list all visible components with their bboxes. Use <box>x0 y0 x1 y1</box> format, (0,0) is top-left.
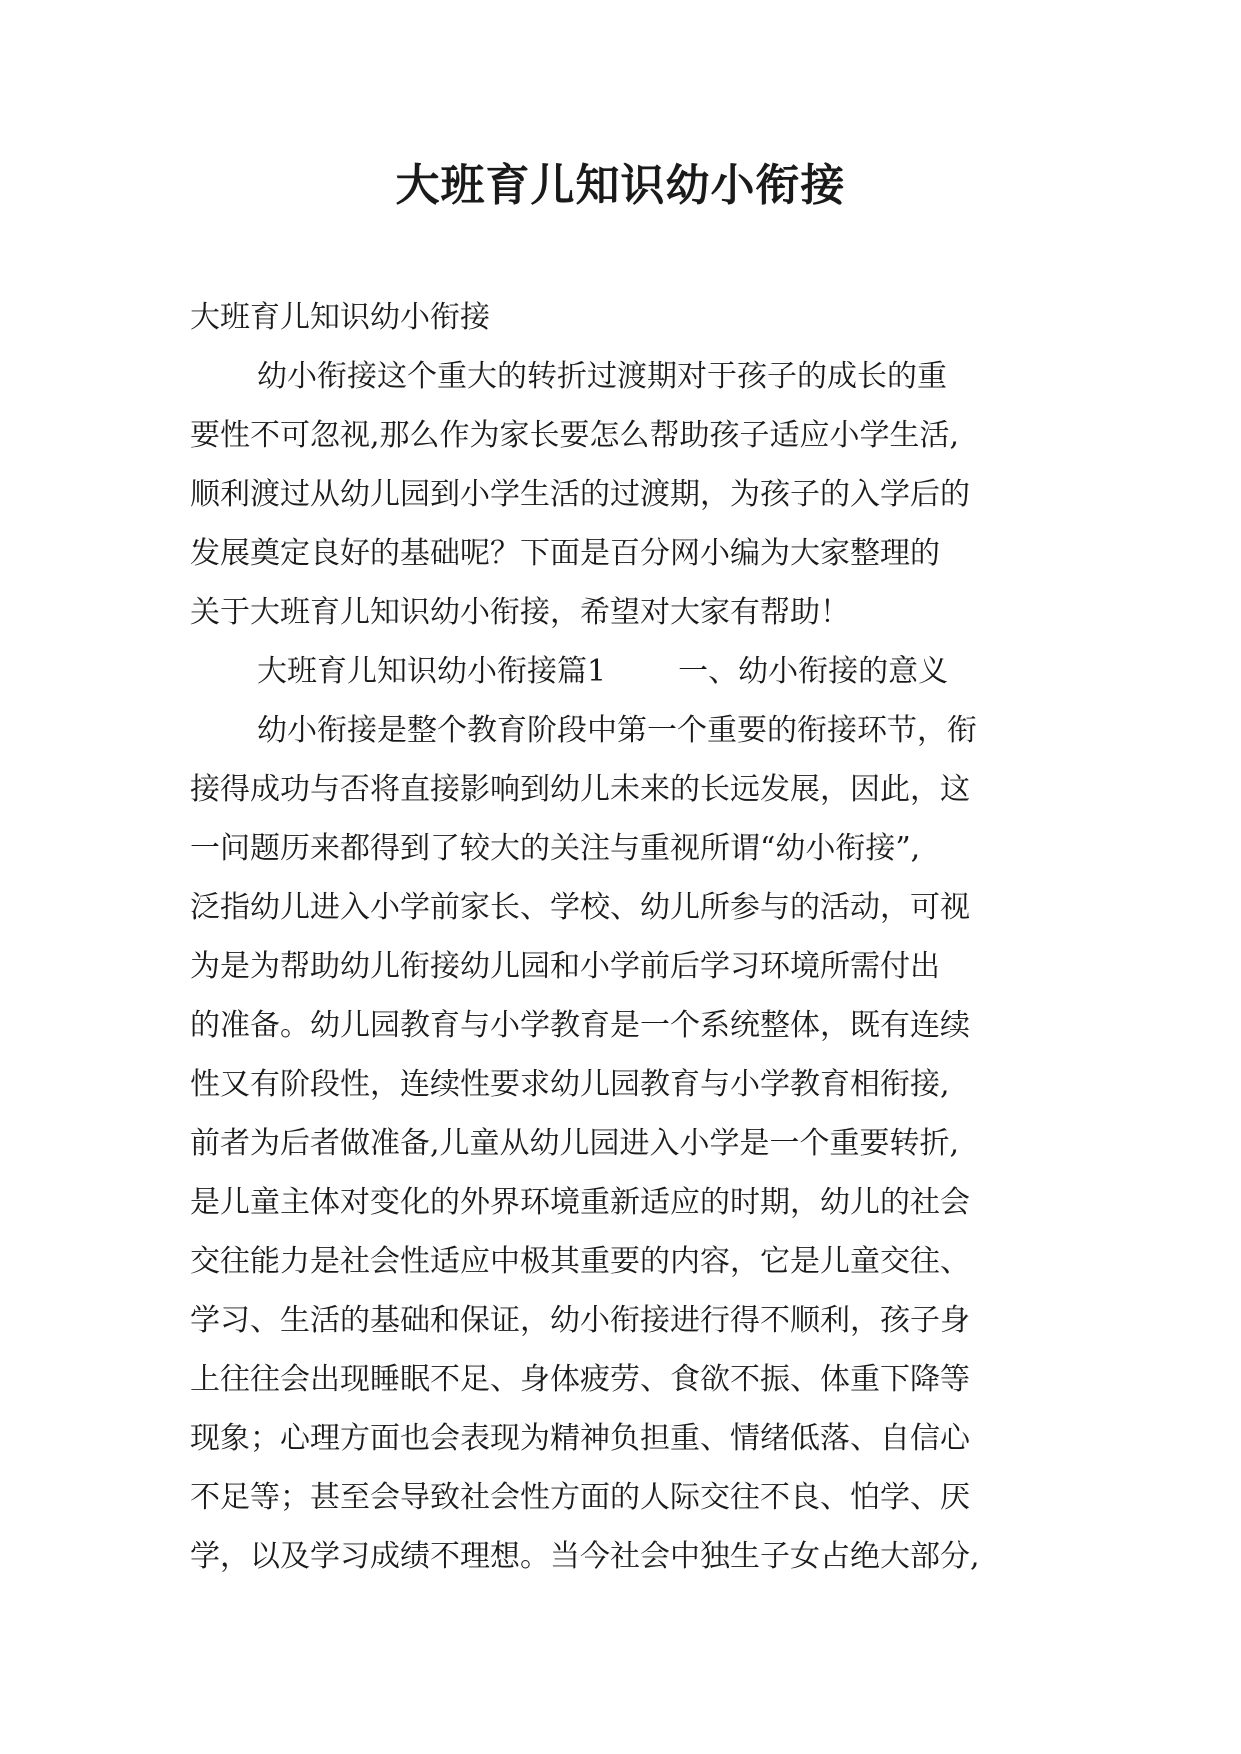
section-heading-line <box>190 642 1070 701</box>
paragraph-line: 幼小衔接这个重大的转折过渡期对于孩子的成长的重 <box>257 359 947 394</box>
paragraph-line: 性又有阶段性，连续性要求幼儿园教育与小学教育相衔接, <box>190 1067 950 1102</box>
paragraph-line: 要性不可忽视,那么作为家长要怎么帮助孩子适应小学生活, <box>190 418 960 453</box>
document-title: 大班育儿知识幼小衔接 <box>395 160 846 211</box>
document-body <box>190 288 1070 1586</box>
paragraph-line: 顺利渡过从幼儿园到小学生活的过渡期，为孩子的入学后的 <box>190 477 970 512</box>
paragraph-line: 为是为帮助幼儿衔接幼儿园和小学前后学习环境所需付出 <box>190 949 940 984</box>
paragraph-line: 发展奠定良好的基础呢？下面是百分网小编为大家整理的 <box>190 536 940 571</box>
paragraph-line: 不足等；甚至会导致社会性方面的人际交往不良、怕学、厌 <box>190 1480 970 1515</box>
paragraph-line: 关于大班育儿知识幼小衔接，希望对大家有帮助！ <box>190 595 850 630</box>
section-subheading: 一、幼小衔接的意义 <box>678 654 949 689</box>
paragraph-line: 交往能力是社会性适应中极其重要的内容，它是儿童交往、 <box>190 1244 970 1279</box>
paragraph-line: 一问题历来都得到了较大的关注与重视所谓“幼小衔接”, <box>190 831 921 866</box>
paragraph-line: 泛指幼儿进入小学前家长、学校、幼儿所参与的活动，可视 <box>190 890 970 925</box>
paragraph-line: 学习、生活的基础和保证，幼小衔接进行得不顺利，孩子身 <box>190 1303 970 1338</box>
paragraph-line: 现象；心理方面也会表现为精神负担重、情绪低落、自信心 <box>190 1421 970 1456</box>
paragraph-line: 接得成功与否将直接影响到幼儿未来的长远发展，因此，这 <box>190 772 970 807</box>
paragraph-line: 上往往会出现睡眠不足、身体疲劳、食欲不振、体重下降等 <box>190 1362 970 1397</box>
paragraph-line: 的准备。幼儿园教育与小学教育是一个系统整体，既有连续 <box>190 1008 970 1043</box>
section-heading: 大班育儿知识幼小衔接篇1 <box>257 654 607 689</box>
subtitle-line: 大班育儿知识幼小衔接 <box>190 300 490 335</box>
paragraph-line: 学，以及学习成绩不理想。当今社会中独生子女占绝大部分, <box>190 1539 980 1574</box>
paragraph-line: 幼小衔接是整个教育阶段中第一个重要的衔接环节，衔 <box>257 713 977 748</box>
paragraph-line: 是儿童主体对变化的外界环境重新适应的时期，幼儿的社会 <box>190 1185 970 1220</box>
paragraph-line: 前者为后者做准备,儿童从幼儿园进入小学是一个重要转折, <box>190 1126 960 1161</box>
